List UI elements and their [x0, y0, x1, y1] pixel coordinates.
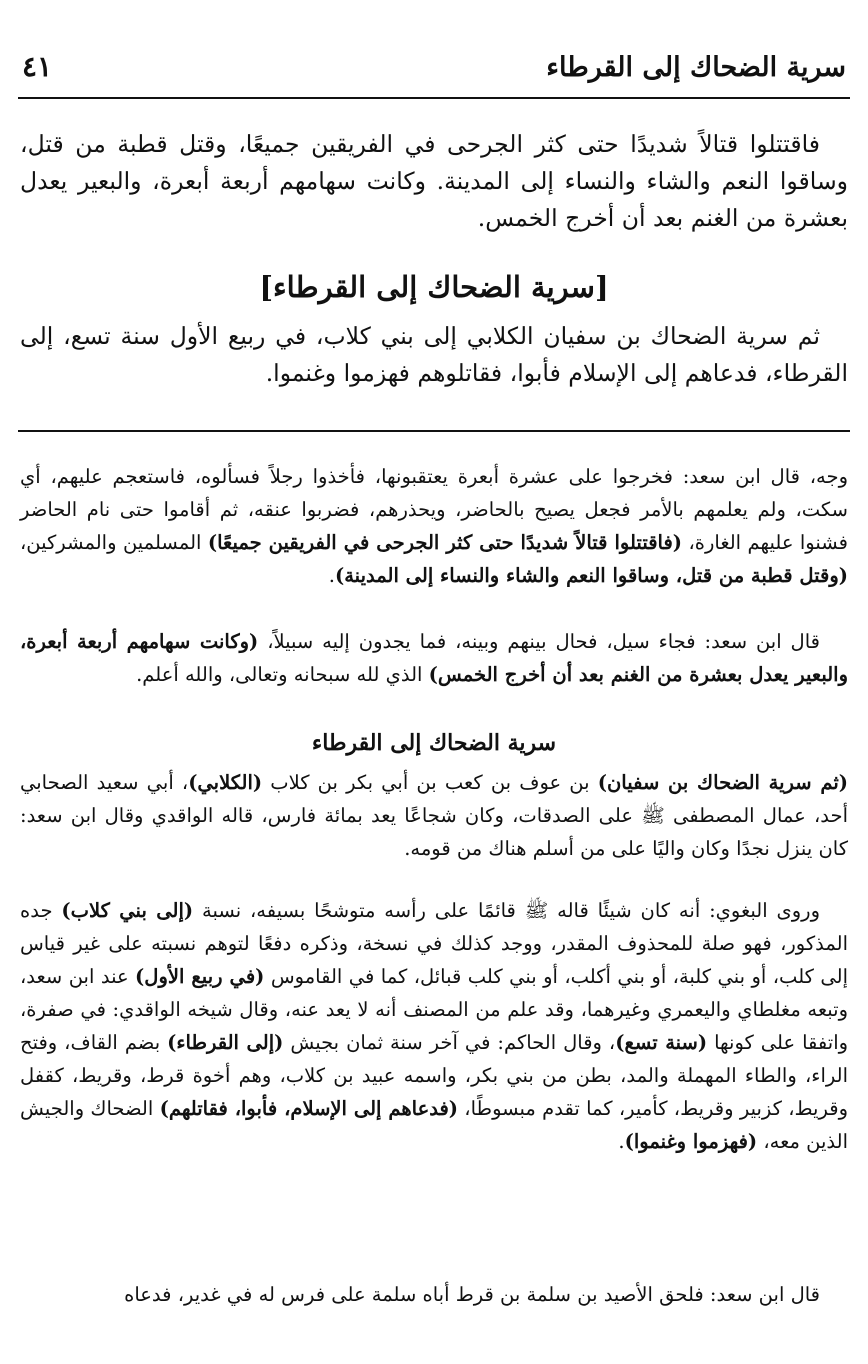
quoted-matn: (وكانت سهامهم أربعة أبعرة، والبعير يعدل بعشرة من الغنم بعد أن أخرج الخمس) [20, 630, 848, 686]
commentary-text: . [618, 1130, 625, 1153]
quoted-matn: (فدعاهم إلى الإسلام، فأبوا، فقاتلهم) [159, 1097, 458, 1120]
running-header [16, 44, 852, 88]
quoted-matn: (الكلابي) [188, 771, 263, 794]
commentary-text: الذي لله سبحانه وتعالى، والله أعلم. [136, 663, 429, 686]
quoted-matn: (وقتل قطبة من قتل، وساقوا النعم والشاء والنساء إلى المدينة) [335, 564, 848, 587]
commentary-text: وروى البغوي: أنه كان شيئًا قاله ﷺ قائمًا على رأسه متوشحًا بسيفه، نسبة [193, 899, 820, 922]
commentary-paragraph-3 [20, 766, 848, 865]
quoted-matn: (إلى بني كلاب) [61, 899, 194, 922]
quoted-matn: (سنة تسع) [615, 1031, 708, 1054]
main-paragraph-2-text: ثم سرية الضحاك بن سفيان الكلابي إلى بني كلاب، في ربيع الأول سنة تسع، إلى القرطاء، فدعاهم إلى الإسلام فأبوا، فقاتلوهم فهزموا وغنموا. [20, 322, 848, 387]
commentary-paragraph-4 [20, 894, 848, 1158]
quoted-matn: (إلى القرطاء) [167, 1031, 284, 1054]
commentary-text: وجه، قال ابن سعد: فخرجوا على عشرة أبعرة يعتقبونها، فأخذوا رجلاً فسألوه، فاستعجم عليهم، أي سكت، ولم يعلمهم بالأمر فجعل يصيح بالحاضر، ويحذرهم، فضربوا عنقه، ثم أقاموا حتى نام الحاضر فشنوا عليهم الغارة، [20, 465, 848, 554]
quoted-matn: (في ربيع الأول) [135, 965, 265, 988]
page-number: ٤١ [22, 50, 53, 83]
commentary-text: عند ابن سعد، وتبعه مغلطاي واليعمري وغيرهما، وقد علم من المصنف أنه لا يعد عنه، وقال شيخه الواقدي: في صفرة، واتفقا على كونها [20, 965, 849, 1054]
main-paragraph-1-text: فاقتتلوا قتالاً شديدًا حتى كثر الجرحى في الفريقين جميعًا، وقتل قطبة من قتل، وساقوا النعم والشاء والنساء إلى المدينة. وكانت سهامهم أربعة أبعرة، والبعير يعدل بعشرة من الغنم بعد أن أخرج الخمس. [20, 130, 848, 232]
commentary-text: . [328, 564, 335, 587]
commentary-text: جده المذكور، فهو صلة للمحذوف المقدر، ووجد كذلك في نسخة، وذكره دفعًا لتوهم نسبته على غير قياس إلى كلب، أو بني كلبة، أو بني أكلب، أو بني كلب قبائل، كما في القاموس [20, 899, 848, 988]
commentary-paragraph-1 [20, 460, 848, 592]
commentary-paragraph-3-text [20, 766, 848, 865]
header-rule [18, 97, 850, 99]
quoted-matn: (ثم سرية الضحاك بن سفيان) [597, 771, 849, 794]
commentary-paragraph-2-text [20, 625, 848, 691]
main-paragraph-1 [20, 126, 848, 237]
commentary-text: بن عوف بن كعب بن أبي بكر بن كلاب [262, 771, 598, 794]
commentary-paragraph-5-text: قال ابن سعد: فلحق الأصيد بن سلمة بن قرط أباه سلمة على فرس له في غدير، فدعاه [124, 1283, 820, 1306]
quoted-matn: (فاقتتلوا قتالاً شديدًا حتى كثر الجرحى في الفريقين جميعًا) [207, 531, 683, 554]
commentary-section-heading: سرية الضحاك إلى القرطاء [311, 730, 557, 756]
main-section-heading: [سرية الضحاك إلى القرطاء] [259, 270, 609, 304]
running-title: سرية الضحاك إلى القرطاء [546, 52, 846, 83]
commentary-separator [18, 430, 850, 432]
quoted-matn: (فهزموا وغنموا) [624, 1130, 758, 1153]
commentary-text: ، أبي سعيد الصحابي أحد، عمال المصطفى ﷺ على الصدقات، وكان شجاعًا يعد بمائة فارس، قاله الواقدي وقال ابن سعد: كان ينزل نجدًا وكان واليًا على من أسلم هناك من قومه. [20, 771, 848, 860]
commentary-paragraph-2 [20, 625, 848, 691]
commentary-text: ، وقال الحاكم: في آخر سنة ثمان بجيش [283, 1031, 616, 1054]
commentary-paragraph-5 [20, 1278, 848, 1311]
commentary-paragraph-4-text [20, 894, 848, 1158]
commentary-text: قال ابن سعد: فجاء سيل، فحال بينهم وبينه، فما يجدون إليه سبيلاً، [258, 630, 820, 653]
main-paragraph-2 [20, 318, 848, 392]
commentary-text: المسلمين والمشركين، [20, 531, 208, 554]
commentary-paragraph-1-text [20, 460, 848, 592]
commentary-text: بضم القاف، وفتح الراء، والطاء المهملة والمد، بطن من بني بكر، واسمه عبيد بن كلاب، وهم أخوة قرط، وقريط، كقفل وقريط، كزبير وقريط، كأمير، كما تقدم مبسوطًا، [20, 1031, 848, 1120]
commentary-text: الضحاك والجيش الذين معه، [20, 1097, 848, 1153]
